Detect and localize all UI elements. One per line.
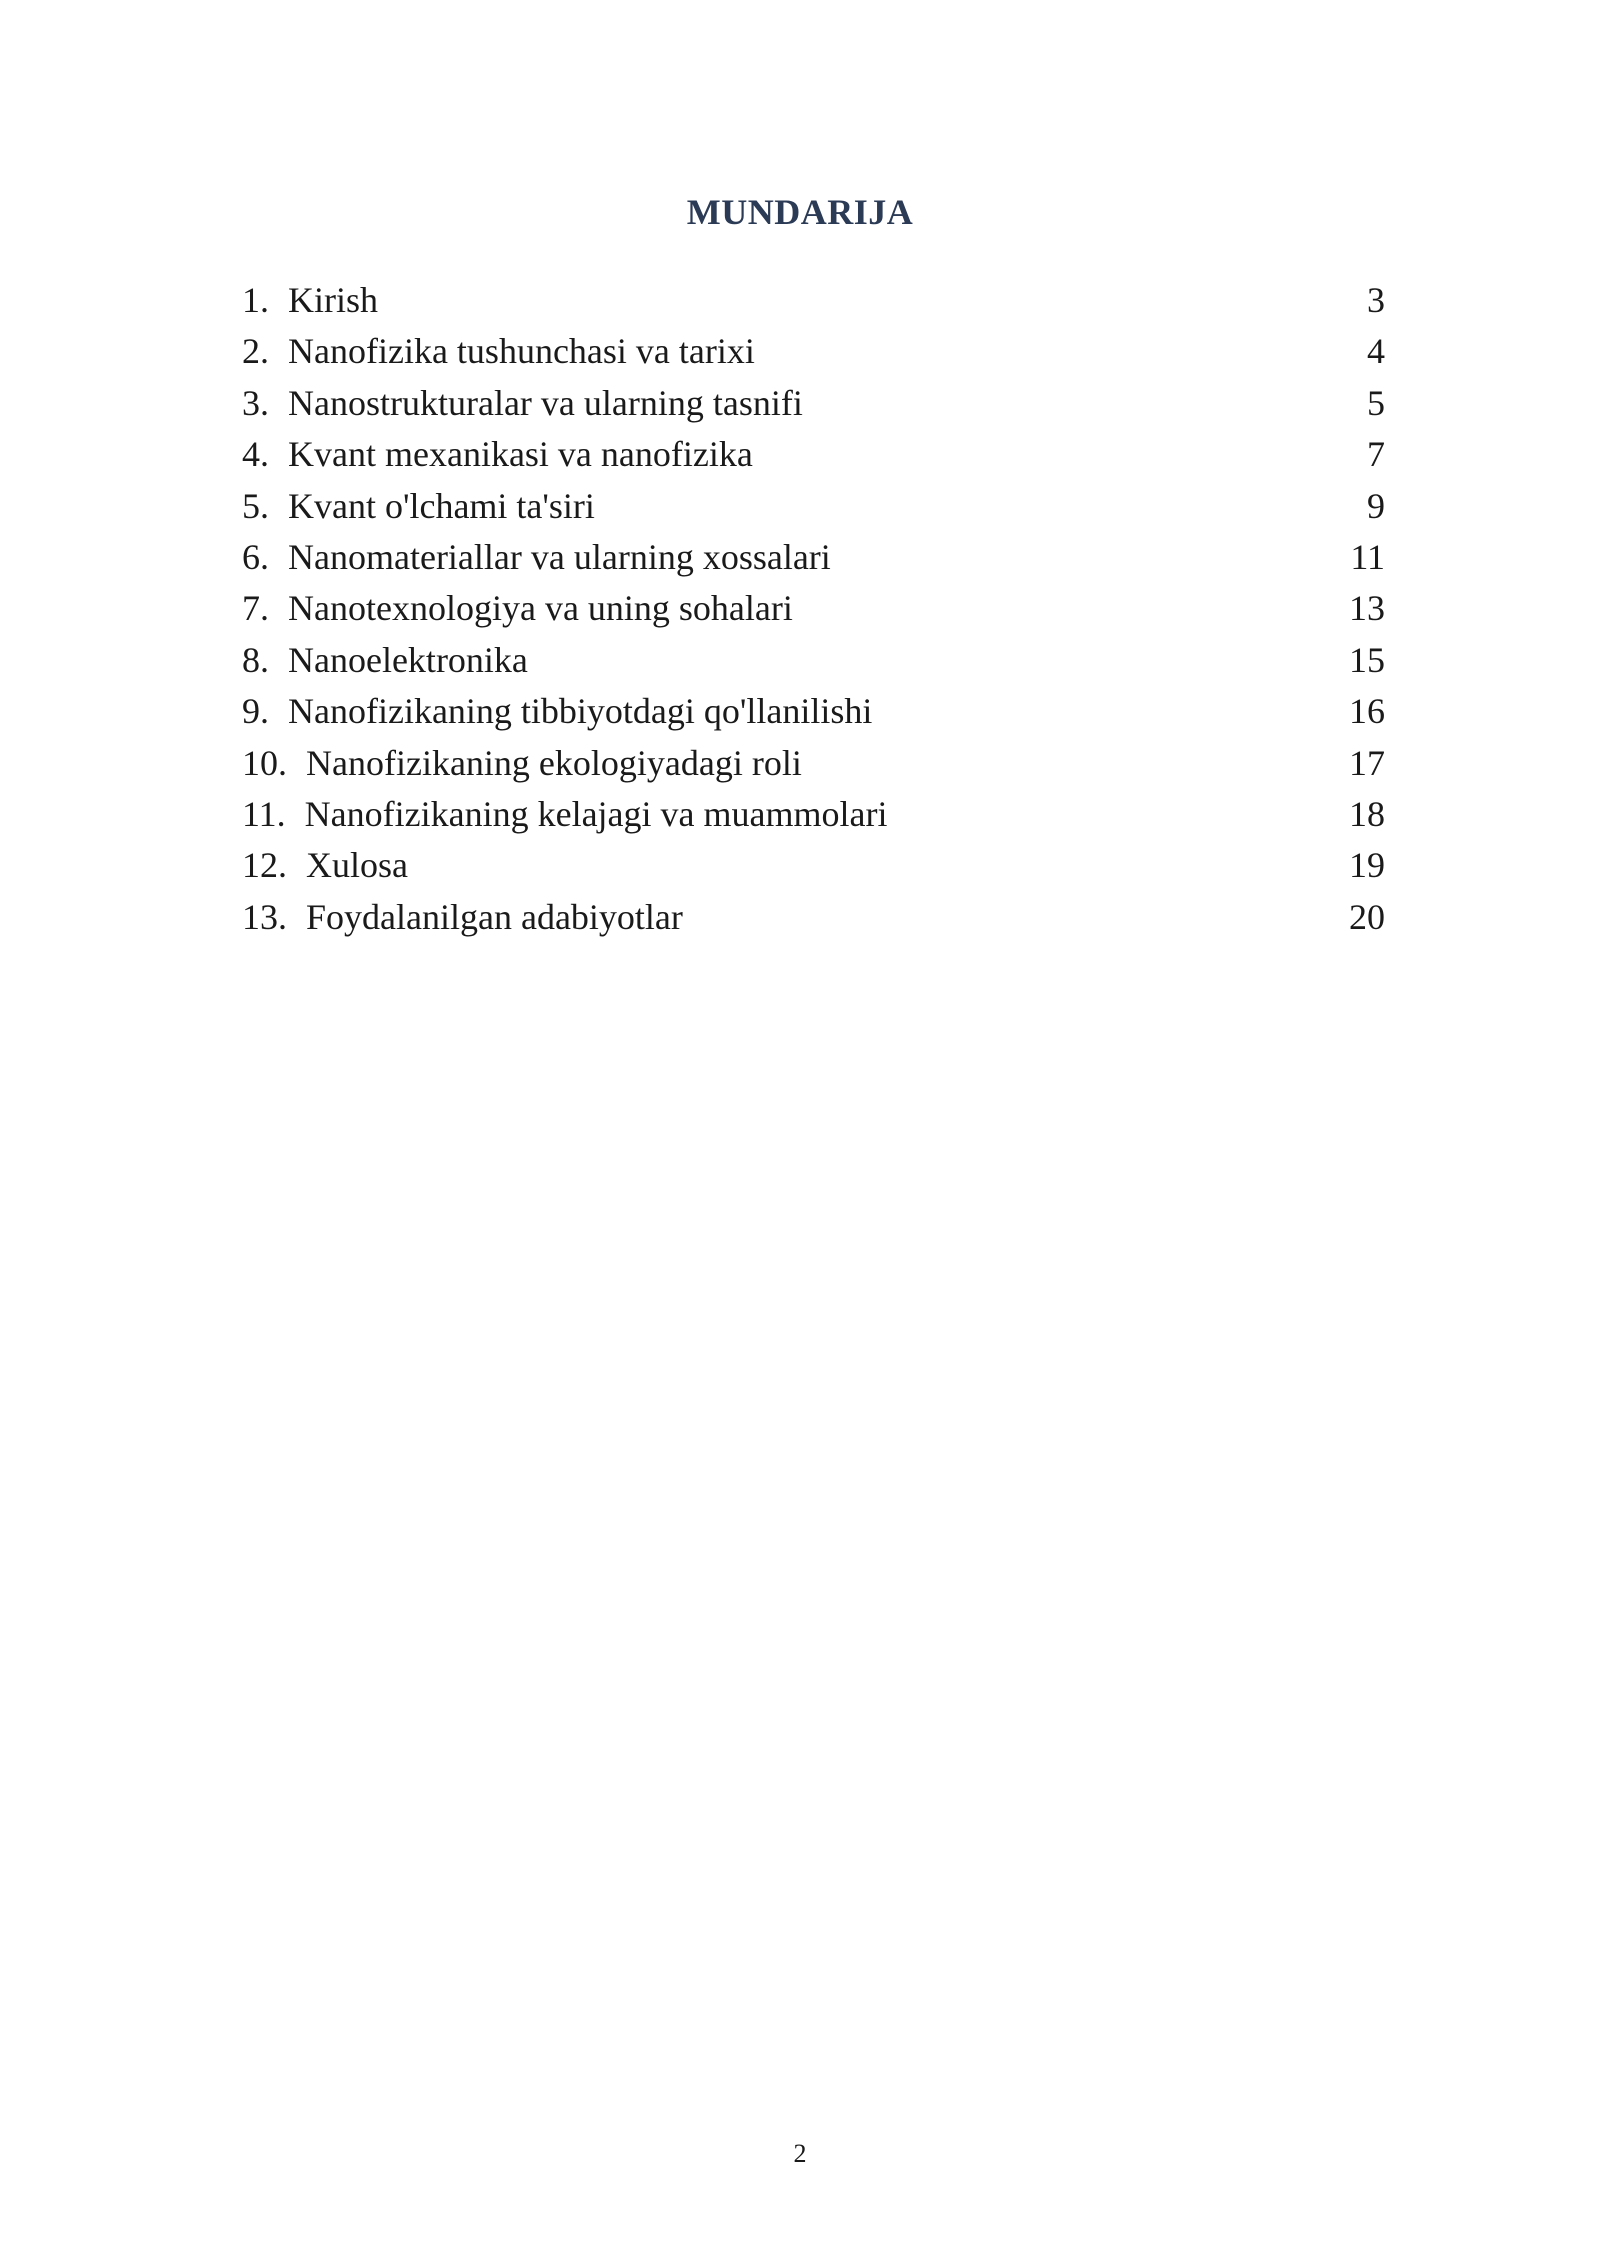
toc-entry-label: Nanomateriallar va ularning xossalari [288,536,831,577]
toc-entry-page: 13 [1349,588,1385,629]
toc-entry [242,429,1385,480]
toc-entry-label: Nanofizikaning kelajagi va muammolari [304,793,888,834]
table-of-contents [242,275,1385,943]
toc-entry-number: 10. [242,742,287,783]
toc-entry [242,326,1385,377]
toc-entry [242,686,1385,737]
toc-entry-page: 16 [1349,691,1385,732]
toc-entry-label: Kirish [288,280,378,320]
toc-entry-number: 13. [242,896,287,937]
toc-entry-label: Kvant mexanikasi va nanofizika [288,434,753,475]
toc-entry [242,532,1385,583]
toc-entry [242,738,1385,789]
toc-entry-number: 2. [242,331,269,372]
toc-entry-number: 6. [242,536,269,577]
toc-entry-page: 11 [1350,536,1385,577]
toc-entry-label: Nanotexnologiya va uning sohalari [288,588,793,629]
toc-entry-label: Xulosa [306,845,408,886]
toc-entry-label: Nanoelektronika [288,639,528,680]
toc-entry [242,378,1385,429]
toc-entry [242,892,1385,943]
toc-entry-number: 1. [242,280,269,320]
toc-entry [242,583,1385,634]
toc-entry-label: Foydalanilgan adabiyotlar [306,896,683,937]
toc-entry-number: 9. [242,691,269,732]
toc-entry-number: 4. [242,434,269,475]
toc-entry-number: 11. [242,793,286,834]
toc-entry-number: 8. [242,639,269,680]
toc-entry-page: 4 [1367,331,1385,372]
toc-entry-page: 18 [1349,793,1385,834]
toc-entry-page: 15 [1349,639,1385,680]
toc-entry [242,840,1385,891]
toc-entry-label: Nanostrukturalar va ularning tasnifi [288,382,803,423]
toc-entry-number: 5. [242,485,269,526]
toc-entry-page: 20 [1349,896,1385,937]
toc-title: MUNDARIJA [686,192,914,232]
toc-entry-label: Kvant o'lchami ta'siri [288,485,595,526]
toc-entry [242,635,1385,686]
toc-entry-number: 3. [242,382,269,423]
toc-entry-page: 9 [1367,485,1385,526]
toc-entry-page: 3 [1367,280,1385,320]
toc-entry [242,275,1385,326]
toc-entry-number: 7. [242,588,269,629]
page-number: 2 [793,2139,807,2168]
toc-entry-page: 17 [1349,742,1385,783]
toc-entry-label: Nanofizika tushunchasi va tarixi [288,331,755,372]
toc-entry [242,481,1385,532]
toc-entry-page: 7 [1367,434,1385,475]
toc-entry-label: Nanofizikaning tibbiyotdagi qo'llanilishi [288,691,873,732]
toc-entry-page: 5 [1367,382,1385,423]
toc-entry [242,789,1385,840]
toc-entry-label: Nanofizikaning ekologiyadagi roli [306,742,802,783]
toc-entry-page: 19 [1349,845,1385,886]
toc-entry-number: 12. [242,845,287,886]
